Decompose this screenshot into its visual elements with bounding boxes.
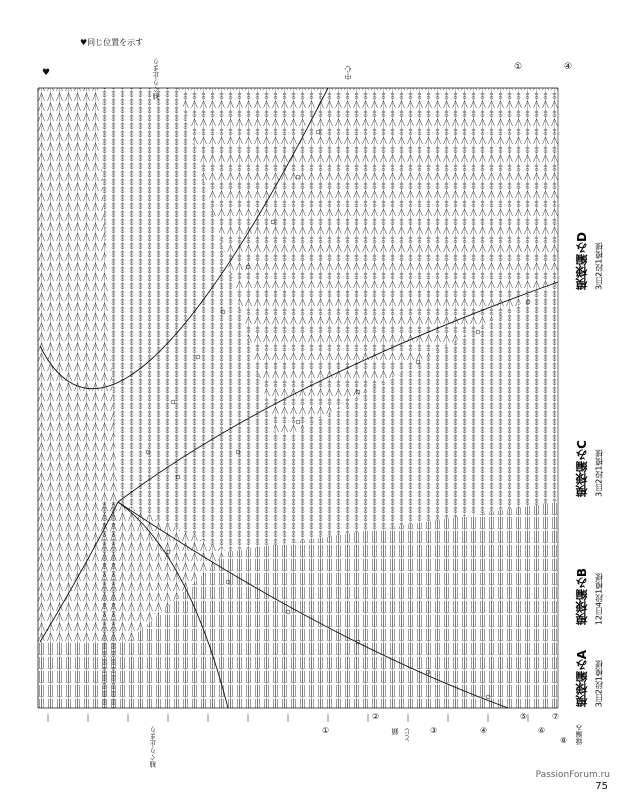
crochet-chart — [28, 82, 568, 722]
bottom-center-label2: とじ — [403, 728, 411, 742]
bottom-marker: ③ — [430, 726, 438, 735]
top-start-label: 袖ぐり止まり — [152, 58, 160, 100]
top-circled-a: ① — [514, 62, 523, 72]
pattern-label-b: 模様編みB 12目4段1模様 — [575, 568, 604, 626]
pattern-label-d: 模様編みD 3目2段1模様 — [575, 232, 604, 290]
top-center-label: 中心 — [344, 66, 352, 80]
bottom-marker: ⑦ — [552, 712, 560, 721]
top-circled-b: ④ — [564, 62, 573, 72]
bottom-marker: ⑧ — [560, 736, 568, 745]
bottom-right-label: 縁編み — [575, 724, 583, 745]
bottom-left-label: 袖ぐり止まり — [149, 726, 157, 768]
legend-note: ♥同じ位置を示す — [80, 38, 144, 47]
watermark: PassionForum.ru — [535, 770, 610, 780]
pattern-label-c: 模様編みC 3目2段1模様 — [575, 440, 604, 497]
bottom-marker: ⑥ — [538, 726, 546, 735]
pattern-label-a: 模様編みA 3目2段1模様 — [575, 650, 604, 708]
bottom-marker: ④ — [480, 726, 488, 735]
page-number: 75 — [595, 781, 608, 792]
bottom-marker: ⑤ — [520, 712, 528, 721]
heart-icon: ♥ — [42, 68, 51, 78]
bottom-marker: ① — [322, 726, 330, 735]
bottom-marker: ② — [372, 712, 380, 721]
bottom-center-label: 鎖 — [391, 728, 399, 735]
